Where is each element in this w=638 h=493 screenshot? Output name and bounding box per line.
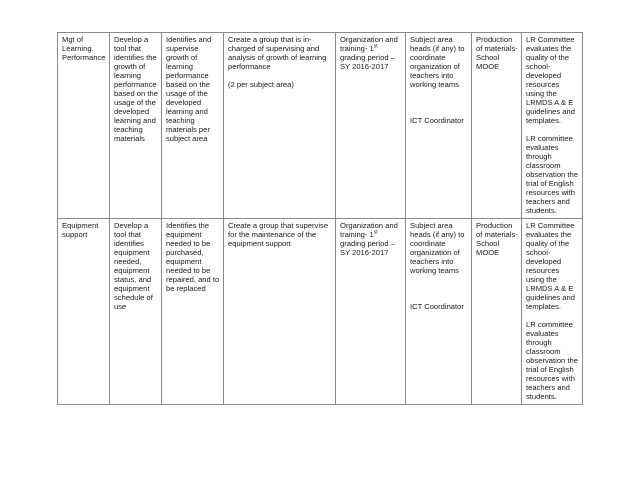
strategy-cell: Develop a tool that identifies the growth of learning performance based on the usage of the developed learning and teaching materials <box>110 33 162 219</box>
indicator-2-text: LR committee evaluates through classroom observation the trial of English resources with teachers and students. <box>526 134 578 215</box>
indicator-cell <box>522 219 583 405</box>
persons-extra-text: ICT Coordinator <box>410 302 464 311</box>
objective-cell: Identifies the equipment needed to be purchased, equipment needed to be repaired, and to be replaced <box>162 219 224 405</box>
activity-main-text: Create a group that is in-charged of supervising and analysis of growth of learning performance <box>228 35 327 71</box>
timeline-cell: Organization and training- 1st grading period – SY 2016-2017 <box>336 33 406 219</box>
indicator-2-text: LR committee evaluates through classroom observation the trial of English resources with teachers and students. <box>526 320 578 401</box>
persons-main-text: Subject area heads (if any) to coordinate organization of teachers into working teams <box>410 221 465 275</box>
persons-cell <box>406 33 472 219</box>
action-plan-table <box>57 32 583 405</box>
activity-cell <box>224 219 336 405</box>
persons-cell <box>406 219 472 405</box>
area-cell: Mgt of Learning. Performance <box>58 33 110 219</box>
persons-extra-text: ICT Coordinator <box>410 116 464 125</box>
activity-main-text: Create a group that supervise for the maintenance of the equipment support <box>228 221 329 248</box>
budget-cell: Production of materials- School MOOE <box>472 33 522 219</box>
table-row <box>58 219 583 405</box>
indicator-1-text: LR Committee evaluates the quality of the school-developed resources using the LRMDS A & E guidelines and templates. <box>526 35 575 125</box>
timeline-cell: Organization and training- 1st grading period – SY 2016-2017 <box>336 219 406 405</box>
objective-cell: Identifies and supervise growth of learning performance based on the usage of the developed learning and teaching materials per subject area <box>162 33 224 219</box>
area-cell: Equipment support <box>58 219 110 405</box>
indicator-1-text: LR Committee evaluates the quality of the school-developed resources using the LRMDS A & E guidelines and templates. <box>526 221 575 311</box>
activity-cell <box>224 33 336 219</box>
activity-note-text: (2 per subject area) <box>228 80 294 89</box>
persons-main-text: Subject area heads (if any) to coordinate organization of teachers into working teams <box>410 35 465 89</box>
budget-cell: Production of materials- School MOOE <box>472 219 522 405</box>
indicator-cell <box>522 33 583 219</box>
strategy-cell: Develop a tool that identifies equipment needed, equipment status, and equipment schedule of use <box>110 219 162 405</box>
table-row <box>58 33 583 219</box>
